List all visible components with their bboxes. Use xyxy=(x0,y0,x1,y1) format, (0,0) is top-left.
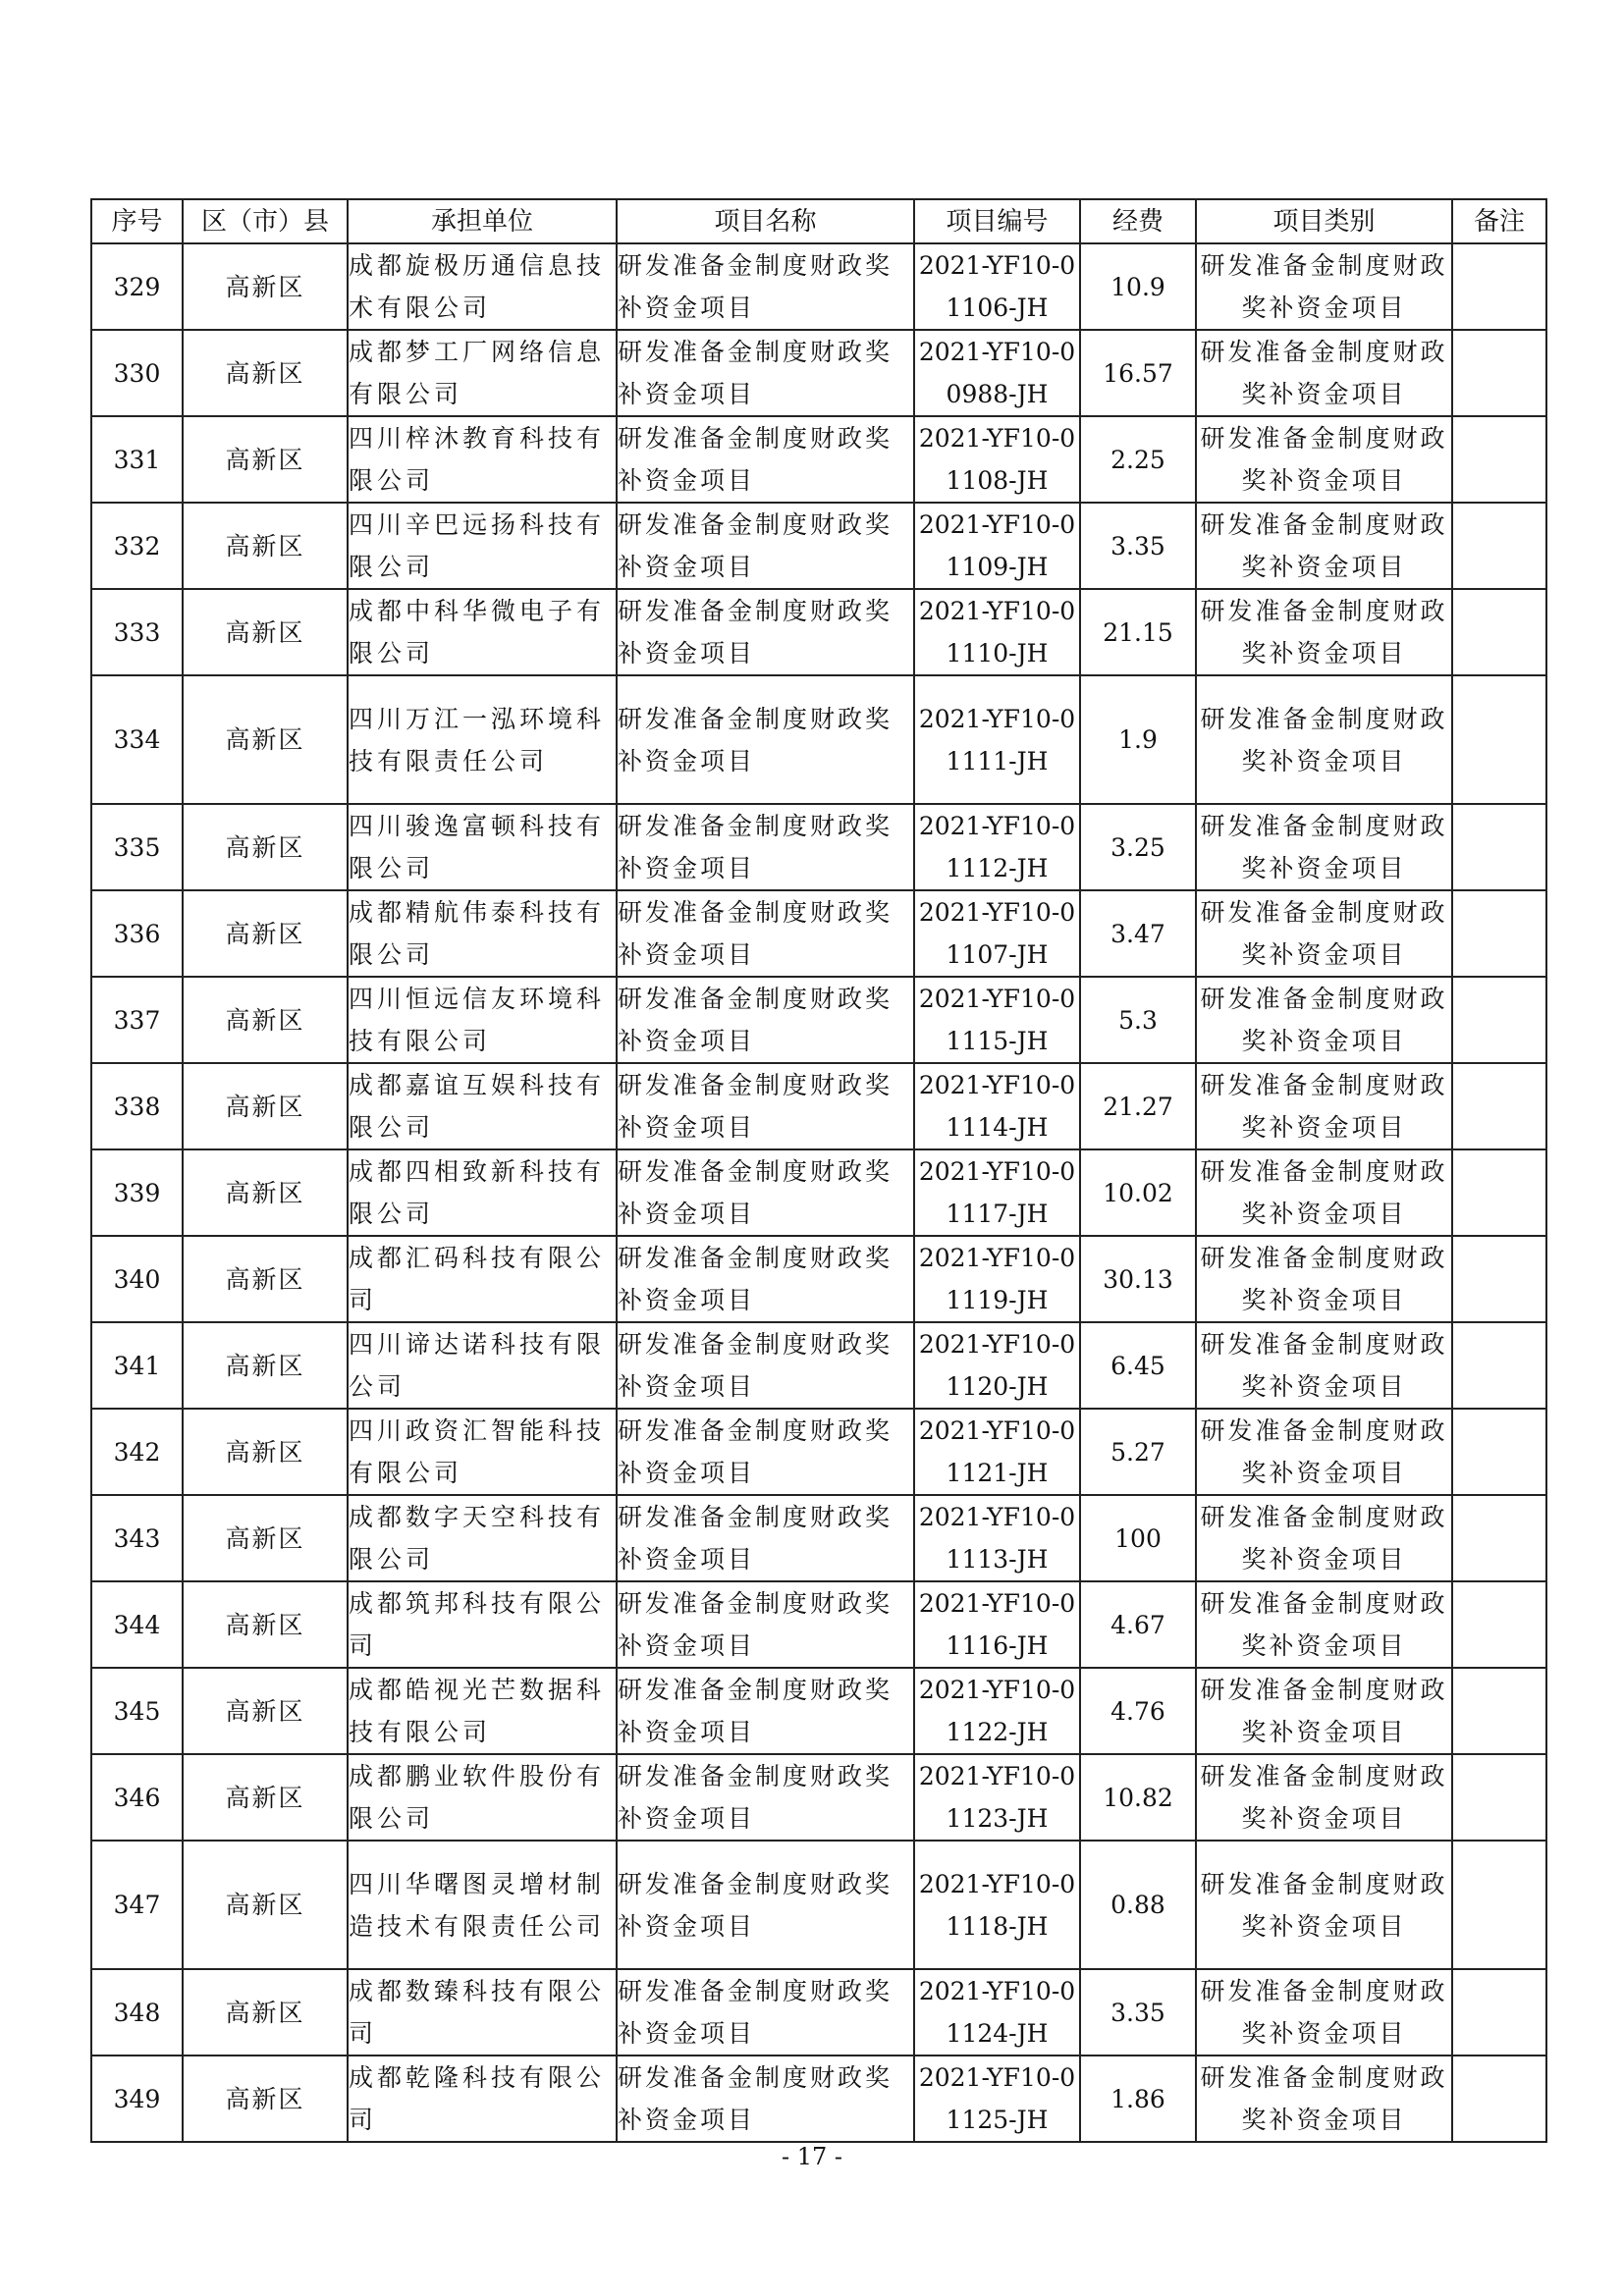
cell-project-code: 2021-YF10-01121-JH xyxy=(914,1409,1080,1495)
cell-project-category: 研发准备金制度财政奖补资金项目 xyxy=(1196,1322,1452,1409)
cell-project-name: 研发准备金制度财政奖补资金项目 xyxy=(617,589,914,675)
cell-remarks xyxy=(1452,2056,1546,2142)
cell-project-code: 2021-YF10-00988-JH xyxy=(914,330,1080,416)
cell-project-name: 研发准备金制度财政奖补资金项目 xyxy=(617,1063,914,1149)
cell-remarks xyxy=(1452,1969,1546,2056)
cell-funding: 1.9 xyxy=(1080,675,1196,804)
table-row xyxy=(91,1236,1546,1322)
cell-remarks xyxy=(1452,1754,1546,1841)
cell-undertaking-unit: 成都精航伟泰科技有限公司 xyxy=(348,890,617,977)
cell-serial-number: 343 xyxy=(91,1495,183,1581)
cell-project-name: 研发准备金制度财政奖补资金项目 xyxy=(617,1969,914,2056)
table-body xyxy=(91,243,1546,2142)
cell-serial-number: 334 xyxy=(91,675,183,804)
cell-project-code: 2021-YF10-01120-JH xyxy=(914,1322,1080,1409)
table-row xyxy=(91,589,1546,675)
table-row xyxy=(91,1149,1546,1236)
header-project-name: 项目名称 xyxy=(617,199,914,243)
cell-remarks xyxy=(1452,1409,1546,1495)
cell-project-category: 研发准备金制度财政奖补资金项目 xyxy=(1196,503,1452,589)
cell-project-code: 2021-YF10-01111-JH xyxy=(914,675,1080,804)
table-row xyxy=(91,1581,1546,1668)
table-row xyxy=(91,416,1546,503)
cell-project-code: 2021-YF10-01107-JH xyxy=(914,890,1080,977)
cell-undertaking-unit: 成都四相致新科技有限公司 xyxy=(348,1149,617,1236)
cell-serial-number: 339 xyxy=(91,1149,183,1236)
header-district: 区（市）县 xyxy=(183,199,348,243)
cell-district: 高新区 xyxy=(183,977,348,1063)
cell-undertaking-unit: 四川万江一泓环境科技有限责任公司 xyxy=(348,675,617,804)
cell-funding: 3.47 xyxy=(1080,890,1196,977)
cell-district: 高新区 xyxy=(183,243,348,330)
cell-undertaking-unit: 四川恒远信友环境科技有限公司 xyxy=(348,977,617,1063)
cell-remarks xyxy=(1452,503,1546,589)
cell-serial-number: 335 xyxy=(91,804,183,890)
cell-funding: 100 xyxy=(1080,1495,1196,1581)
cell-project-category: 研发准备金制度财政奖补资金项目 xyxy=(1196,2056,1452,2142)
cell-project-category: 研发准备金制度财政奖补资金项目 xyxy=(1196,1149,1452,1236)
cell-funding: 1.86 xyxy=(1080,2056,1196,2142)
cell-district: 高新区 xyxy=(183,890,348,977)
cell-project-code: 2021-YF10-01110-JH xyxy=(914,589,1080,675)
cell-project-name: 研发准备金制度财政奖补资金项目 xyxy=(617,243,914,330)
cell-serial-number: 332 xyxy=(91,503,183,589)
cell-project-code: 2021-YF10-01125-JH xyxy=(914,2056,1080,2142)
cell-district: 高新区 xyxy=(183,1841,348,1969)
cell-project-name: 研发准备金制度财政奖补资金项目 xyxy=(617,890,914,977)
cell-project-category: 研发准备金制度财政奖补资金项目 xyxy=(1196,1236,1452,1322)
cell-project-code: 2021-YF10-01112-JH xyxy=(914,804,1080,890)
cell-remarks xyxy=(1452,1581,1546,1668)
cell-undertaking-unit: 成都数臻科技有限公司 xyxy=(348,1969,617,2056)
table-row xyxy=(91,243,1546,330)
cell-project-name: 研发准备金制度财政奖补资金项目 xyxy=(617,416,914,503)
cell-undertaking-unit: 四川梓沐教育科技有限公司 xyxy=(348,416,617,503)
cell-project-name: 研发准备金制度财政奖补资金项目 xyxy=(617,1495,914,1581)
cell-funding: 3.35 xyxy=(1080,1969,1196,2056)
cell-project-code: 2021-YF10-01108-JH xyxy=(914,416,1080,503)
cell-funding: 6.45 xyxy=(1080,1322,1196,1409)
cell-serial-number: 340 xyxy=(91,1236,183,1322)
cell-district: 高新区 xyxy=(183,1236,348,1322)
cell-project-category: 研发准备金制度财政奖补资金项目 xyxy=(1196,589,1452,675)
cell-district: 高新区 xyxy=(183,589,348,675)
cell-project-name: 研发准备金制度财政奖补资金项目 xyxy=(617,1668,914,1754)
cell-remarks xyxy=(1452,330,1546,416)
table-row xyxy=(91,804,1546,890)
cell-project-name: 研发准备金制度财政奖补资金项目 xyxy=(617,1409,914,1495)
cell-project-category: 研发准备金制度财政奖补资金项目 xyxy=(1196,1495,1452,1581)
cell-district: 高新区 xyxy=(183,1668,348,1754)
cell-district: 高新区 xyxy=(183,1754,348,1841)
table-row xyxy=(91,1841,1546,1969)
cell-serial-number: 330 xyxy=(91,330,183,416)
cell-project-category: 研发准备金制度财政奖补资金项目 xyxy=(1196,804,1452,890)
cell-undertaking-unit: 成都乾隆科技有限公司 xyxy=(348,2056,617,2142)
cell-remarks xyxy=(1452,1668,1546,1754)
cell-district: 高新区 xyxy=(183,675,348,804)
cell-project-code: 2021-YF10-01123-JH xyxy=(914,1754,1080,1841)
cell-project-code: 2021-YF10-01115-JH xyxy=(914,977,1080,1063)
cell-remarks xyxy=(1452,243,1546,330)
cell-serial-number: 348 xyxy=(91,1969,183,2056)
cell-district: 高新区 xyxy=(183,1495,348,1581)
cell-remarks xyxy=(1452,1495,1546,1581)
cell-project-code: 2021-YF10-01116-JH xyxy=(914,1581,1080,1668)
cell-undertaking-unit: 四川华曙图灵增材制造技术有限责任公司 xyxy=(348,1841,617,1969)
cell-project-name: 研发准备金制度财政奖补资金项目 xyxy=(617,1236,914,1322)
cell-project-code: 2021-YF10-01106-JH xyxy=(914,243,1080,330)
table-row xyxy=(91,2056,1546,2142)
cell-project-code: 2021-YF10-01119-JH xyxy=(914,1236,1080,1322)
cell-remarks xyxy=(1452,1236,1546,1322)
page-number: - 17 - xyxy=(781,2143,842,2170)
table-row xyxy=(91,1063,1546,1149)
cell-district: 高新区 xyxy=(183,416,348,503)
cell-funding: 10.02 xyxy=(1080,1149,1196,1236)
cell-undertaking-unit: 成都数字天空科技有限公司 xyxy=(348,1495,617,1581)
cell-serial-number: 338 xyxy=(91,1063,183,1149)
cell-funding: 3.35 xyxy=(1080,503,1196,589)
header-serial-number: 序号 xyxy=(91,199,183,243)
table-row xyxy=(91,1754,1546,1841)
cell-remarks xyxy=(1452,1322,1546,1409)
cell-serial-number: 331 xyxy=(91,416,183,503)
cell-funding: 3.25 xyxy=(1080,804,1196,890)
cell-project-name: 研发准备金制度财政奖补资金项目 xyxy=(617,1754,914,1841)
cell-funding: 10.82 xyxy=(1080,1754,1196,1841)
cell-project-name: 研发准备金制度财政奖补资金项目 xyxy=(617,503,914,589)
table-row xyxy=(91,330,1546,416)
cell-district: 高新区 xyxy=(183,1149,348,1236)
cell-project-category: 研发准备金制度财政奖补资金项目 xyxy=(1196,1668,1452,1754)
cell-undertaking-unit: 成都嘉谊互娱科技有限公司 xyxy=(348,1063,617,1149)
table-row xyxy=(91,503,1546,589)
cell-undertaking-unit: 成都旋极历通信息技术有限公司 xyxy=(348,243,617,330)
cell-undertaking-unit: 四川谛达诺科技有限公司 xyxy=(348,1322,617,1409)
cell-project-name: 研发准备金制度财政奖补资金项目 xyxy=(617,804,914,890)
table-row xyxy=(91,1409,1546,1495)
cell-serial-number: 341 xyxy=(91,1322,183,1409)
cell-project-name: 研发准备金制度财政奖补资金项目 xyxy=(617,675,914,804)
cell-undertaking-unit: 成都中科华微电子有限公司 xyxy=(348,589,617,675)
cell-project-code: 2021-YF10-01117-JH xyxy=(914,1149,1080,1236)
table-row xyxy=(91,1668,1546,1754)
cell-project-name: 研发准备金制度财政奖补资金项目 xyxy=(617,2056,914,2142)
cell-serial-number: 344 xyxy=(91,1581,183,1668)
cell-project-category: 研发准备金制度财政奖补资金项目 xyxy=(1196,416,1452,503)
cell-undertaking-unit: 成都汇码科技有限公司 xyxy=(348,1236,617,1322)
cell-funding: 0.88 xyxy=(1080,1841,1196,1969)
cell-district: 高新区 xyxy=(183,1409,348,1495)
cell-project-code: 2021-YF10-01124-JH xyxy=(914,1969,1080,2056)
table-row xyxy=(91,1322,1546,1409)
cell-remarks xyxy=(1452,977,1546,1063)
cell-serial-number: 347 xyxy=(91,1841,183,1969)
cell-funding: 4.67 xyxy=(1080,1581,1196,1668)
cell-district: 高新区 xyxy=(183,1969,348,2056)
cell-project-category: 研发准备金制度财政奖补资金项目 xyxy=(1196,1063,1452,1149)
cell-serial-number: 336 xyxy=(91,890,183,977)
cell-project-category: 研发准备金制度财政奖补资金项目 xyxy=(1196,977,1452,1063)
table-row xyxy=(91,1969,1546,2056)
cell-project-code: 2021-YF10-01109-JH xyxy=(914,503,1080,589)
cell-serial-number: 337 xyxy=(91,977,183,1063)
cell-remarks xyxy=(1452,890,1546,977)
cell-funding: 21.27 xyxy=(1080,1063,1196,1149)
cell-district: 高新区 xyxy=(183,503,348,589)
table-row xyxy=(91,675,1546,804)
table-row xyxy=(91,1495,1546,1581)
cell-district: 高新区 xyxy=(183,1063,348,1149)
cell-undertaking-unit: 成都筑邦科技有限公司 xyxy=(348,1581,617,1668)
cell-project-code: 2021-YF10-01122-JH xyxy=(914,1668,1080,1754)
cell-serial-number: 329 xyxy=(91,243,183,330)
table-header-row xyxy=(91,199,1546,243)
cell-remarks xyxy=(1452,675,1546,804)
cell-remarks xyxy=(1452,1149,1546,1236)
cell-project-category: 研发准备金制度财政奖补资金项目 xyxy=(1196,1754,1452,1841)
cell-project-name: 研发准备金制度财政奖补资金项目 xyxy=(617,977,914,1063)
cell-project-category: 研发准备金制度财政奖补资金项目 xyxy=(1196,1409,1452,1495)
cell-undertaking-unit: 四川骏逸富顿科技有限公司 xyxy=(348,804,617,890)
header-project-code: 项目编号 xyxy=(914,199,1080,243)
cell-funding: 4.76 xyxy=(1080,1668,1196,1754)
header-project-category: 项目类别 xyxy=(1196,199,1452,243)
cell-remarks xyxy=(1452,589,1546,675)
cell-project-code: 2021-YF10-01113-JH xyxy=(914,1495,1080,1581)
cell-undertaking-unit: 四川政资汇智能科技有限公司 xyxy=(348,1409,617,1495)
cell-project-category: 研发准备金制度财政奖补资金项目 xyxy=(1196,243,1452,330)
table-row xyxy=(91,977,1546,1063)
cell-funding: 10.9 xyxy=(1080,243,1196,330)
cell-funding: 5.27 xyxy=(1080,1409,1196,1495)
cell-funding: 2.25 xyxy=(1080,416,1196,503)
cell-remarks xyxy=(1452,416,1546,503)
cell-serial-number: 345 xyxy=(91,1668,183,1754)
cell-district: 高新区 xyxy=(183,1581,348,1668)
cell-funding: 5.3 xyxy=(1080,977,1196,1063)
cell-funding: 21.15 xyxy=(1080,589,1196,675)
cell-serial-number: 333 xyxy=(91,589,183,675)
cell-district: 高新区 xyxy=(183,330,348,416)
cell-undertaking-unit: 成都皓视光芒数据科技有限公司 xyxy=(348,1668,617,1754)
cell-district: 高新区 xyxy=(183,804,348,890)
cell-undertaking-unit: 成都梦工厂网络信息有限公司 xyxy=(348,330,617,416)
cell-project-name: 研发准备金制度财政奖补资金项目 xyxy=(617,1149,914,1236)
cell-project-name: 研发准备金制度财政奖补资金项目 xyxy=(617,1581,914,1668)
table-row xyxy=(91,890,1546,977)
cell-project-category: 研发准备金制度财政奖补资金项目 xyxy=(1196,675,1452,804)
cell-remarks xyxy=(1452,804,1546,890)
cell-funding: 30.13 xyxy=(1080,1236,1196,1322)
cell-project-category: 研发准备金制度财政奖补资金项目 xyxy=(1196,890,1452,977)
cell-serial-number: 346 xyxy=(91,1754,183,1841)
cell-project-category: 研发准备金制度财政奖补资金项目 xyxy=(1196,1581,1452,1668)
cell-district: 高新区 xyxy=(183,1322,348,1409)
header-remarks: 备注 xyxy=(1452,199,1546,243)
project-table xyxy=(90,198,1547,2143)
cell-project-name: 研发准备金制度财政奖补资金项目 xyxy=(617,1322,914,1409)
header-undertaking-unit: 承担单位 xyxy=(348,199,617,243)
cell-serial-number: 342 xyxy=(91,1409,183,1495)
cell-remarks xyxy=(1452,1841,1546,1969)
cell-project-code: 2021-YF10-01118-JH xyxy=(914,1841,1080,1969)
cell-remarks xyxy=(1452,1063,1546,1149)
cell-project-name: 研发准备金制度财政奖补资金项目 xyxy=(617,330,914,416)
cell-project-category: 研发准备金制度财政奖补资金项目 xyxy=(1196,1841,1452,1969)
cell-project-category: 研发准备金制度财政奖补资金项目 xyxy=(1196,1969,1452,2056)
cell-district: 高新区 xyxy=(183,2056,348,2142)
cell-undertaking-unit: 成都鹏业软件股份有限公司 xyxy=(348,1754,617,1841)
cell-project-name: 研发准备金制度财政奖补资金项目 xyxy=(617,1841,914,1969)
cell-serial-number: 349 xyxy=(91,2056,183,2142)
cell-project-category: 研发准备金制度财政奖补资金项目 xyxy=(1196,330,1452,416)
header-funding: 经费 xyxy=(1080,199,1196,243)
cell-project-code: 2021-YF10-01114-JH xyxy=(914,1063,1080,1149)
cell-funding: 16.57 xyxy=(1080,330,1196,416)
cell-undertaking-unit: 四川辛巴远扬科技有限公司 xyxy=(348,503,617,589)
